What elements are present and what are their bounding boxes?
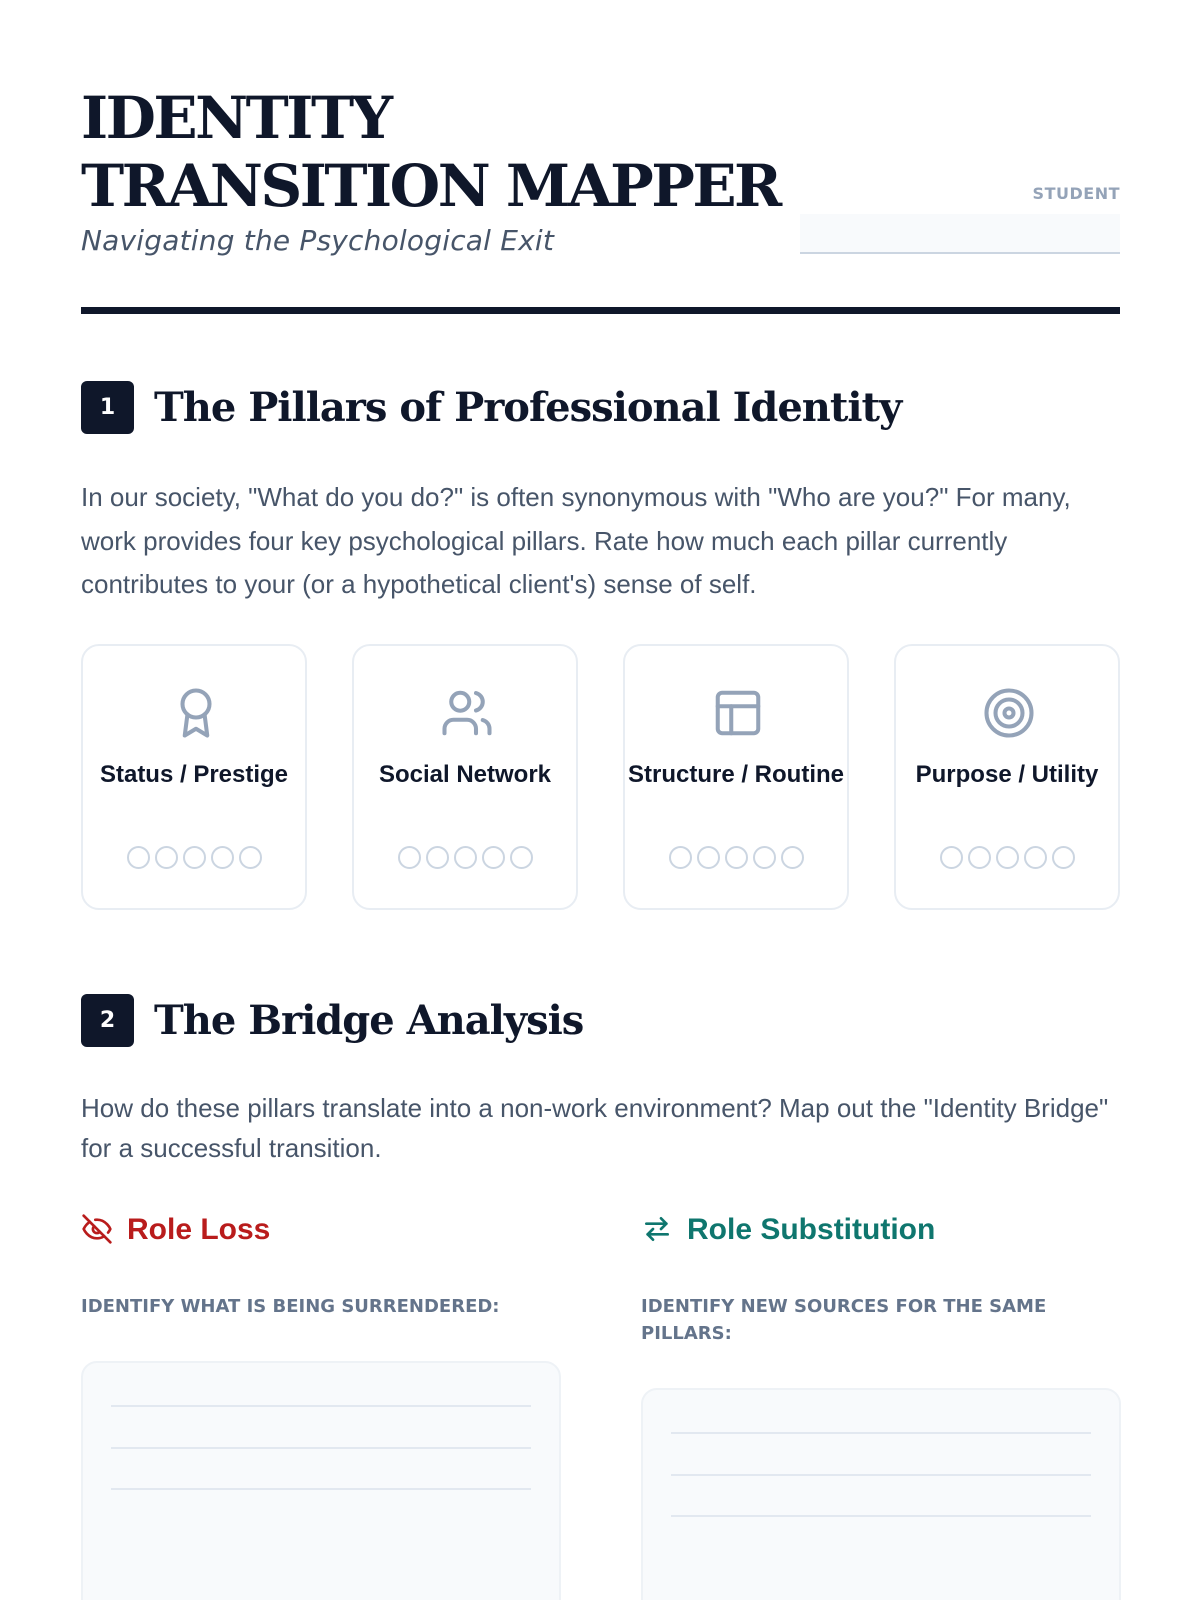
- rating-option-1[interactable]: [940, 846, 963, 869]
- writing-line: [111, 1405, 531, 1407]
- role-loss-heading: [81, 1210, 270, 1250]
- pillar-label: Social Network: [378, 761, 552, 788]
- writing-line: [671, 1432, 1091, 1434]
- role-loss-answer-area[interactable]: [81, 1361, 561, 1600]
- worksheet-header: [81, 84, 1120, 314]
- swap-arrows-icon: [641, 1213, 673, 1245]
- rating-option-5[interactable]: [781, 846, 804, 869]
- rating-option-3[interactable]: [996, 846, 1019, 869]
- student-label: STUDENT: [1032, 184, 1120, 203]
- writing-line: [671, 1474, 1091, 1476]
- section-2-header: [81, 994, 1120, 1048]
- section-title: The Bridge Analysis: [154, 997, 584, 1044]
- users-icon: [440, 686, 494, 740]
- target-icon: [982, 686, 1036, 740]
- section-2-intro: How do these pillars translate into a non-work environment? Map out the "Identity Bridge" for a successful transition.: [81, 1093, 1109, 1163]
- rating-option-3[interactable]: [183, 846, 206, 869]
- award-ribbon-icon: [169, 686, 223, 740]
- header-divider: [81, 307, 1120, 314]
- role-loss-title: Role Loss: [127, 1213, 271, 1246]
- rating-option-4[interactable]: [1024, 846, 1047, 869]
- pillar-label: Structure / Routine: [627, 761, 844, 788]
- rating-option-2[interactable]: [155, 846, 178, 869]
- pillar-rating-scale: [625, 846, 847, 869]
- pillar-label: Status / Prestige: [99, 761, 289, 788]
- rating-option-4[interactable]: [211, 846, 234, 869]
- page-title: IDENTITY TRANSITION MAPPER: [81, 84, 780, 220]
- role-substitution-heading: [641, 1210, 935, 1250]
- pillar-rating-scale: [896, 846, 1118, 869]
- rating-option-4[interactable]: [753, 846, 776, 869]
- section-1-intro: In our society, "What do you do?" is often synonymous with "Who are you?" For many, work provides four key psychological pillars. Rate how much each pillar currently contributes to your (or a hypothetical client's) sense of self.: [81, 482, 1071, 599]
- rating-option-5[interactable]: [510, 846, 533, 869]
- student-name-field[interactable]: [800, 214, 1120, 254]
- eye-off-icon: [81, 1213, 113, 1245]
- rating-option-1[interactable]: [669, 846, 692, 869]
- section-title: The Pillars of Professional Identity: [154, 384, 902, 431]
- rating-option-2[interactable]: [426, 846, 449, 869]
- pillar-card-social: [352, 644, 578, 910]
- writing-line: [671, 1515, 1091, 1517]
- pillar-card-purpose: [894, 644, 1120, 910]
- pillar-card-structure: [623, 644, 849, 910]
- writing-line: [111, 1447, 531, 1449]
- rating-option-2[interactable]: [968, 846, 991, 869]
- worksheet-page: [81, 0, 1120, 1600]
- role-substitution-answer-area[interactable]: [641, 1388, 1121, 1600]
- rating-option-5[interactable]: [239, 846, 262, 869]
- rating-option-5[interactable]: [1052, 846, 1075, 869]
- role-loss-prompt: IDENTIFY WHAT IS BEING SURRENDERED:: [81, 1296, 500, 1317]
- rating-option-3[interactable]: [725, 846, 748, 869]
- pillar-label: Purpose / Utility: [915, 761, 1099, 788]
- pillar-cards: [81, 644, 1120, 914]
- role-substitution-prompt: IDENTIFY NEW SOURCES FOR THE SAME PILLARS:: [641, 1296, 1047, 1344]
- pillar-rating-scale: [354, 846, 576, 869]
- rating-option-2[interactable]: [697, 846, 720, 869]
- layout-grid-icon: [711, 686, 765, 740]
- section-number-badge: 2: [81, 994, 134, 1047]
- pillar-card-status: [81, 644, 307, 910]
- rating-option-4[interactable]: [482, 846, 505, 869]
- page-subtitle: Navigating the Psychological Exit: [81, 224, 555, 257]
- pillar-rating-scale: [83, 846, 305, 869]
- rating-option-3[interactable]: [454, 846, 477, 869]
- rating-option-1[interactable]: [398, 846, 421, 869]
- section-1-header: [81, 381, 1120, 435]
- section-number-badge: 1: [81, 381, 134, 434]
- rating-option-1[interactable]: [127, 846, 150, 869]
- writing-line: [111, 1488, 531, 1490]
- role-substitution-title: Role Substitution: [687, 1213, 936, 1246]
